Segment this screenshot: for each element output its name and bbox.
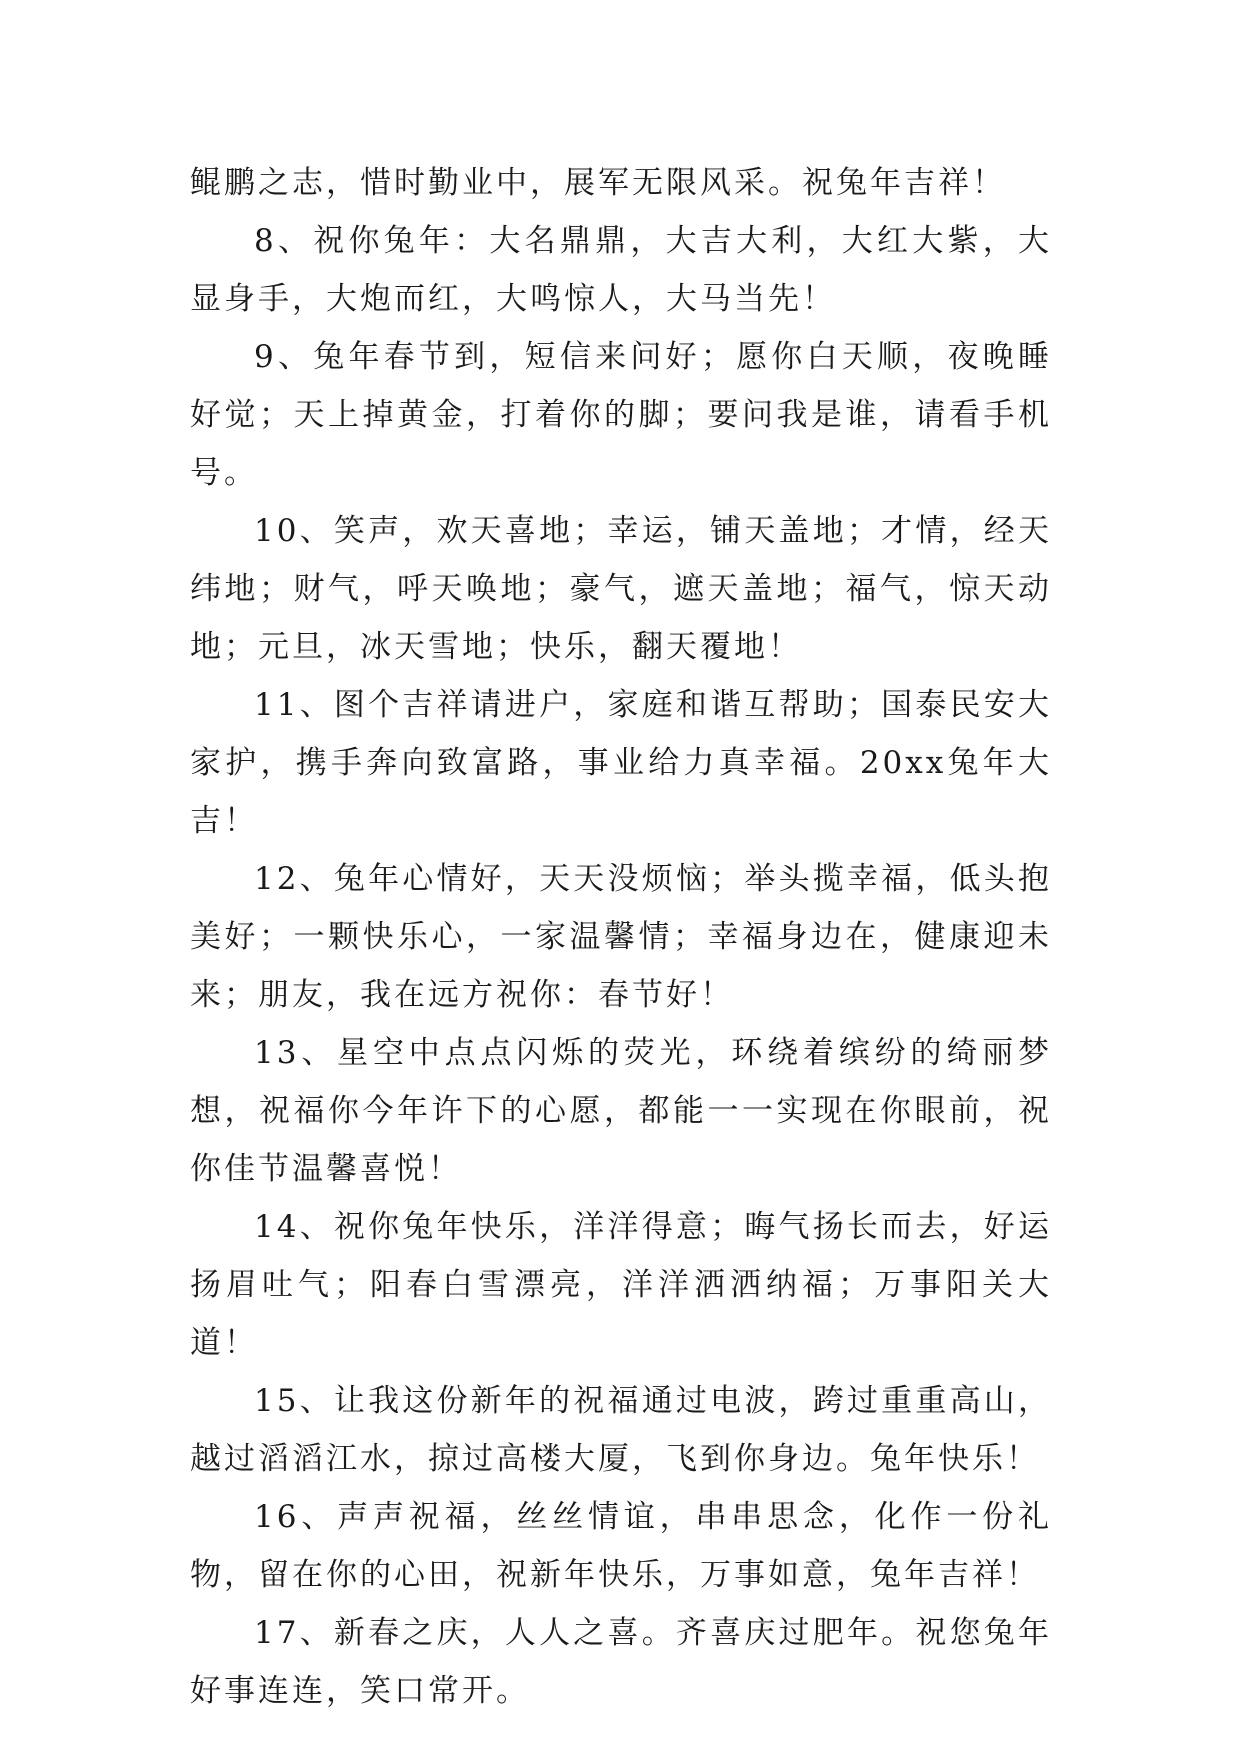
paragraph-greeting-9: 9、兔年春节到，短信来问好；愿你白天顺，夜晚睡好觉；天上掉黄金，打着你的脚；要问我是谁，请看手机号。	[190, 339, 1052, 491]
paragraph-greeting-8: 8、祝你兔年：大名鼎鼎，大吉大利，大红大紫，大显身手，大炮而红，大鸣惊人，大马当先！	[190, 223, 1052, 317]
paragraph-greeting-12: 12、兔年心情好，天天没烦恼；举头揽幸福，低头抱美好；一颗快乐心，一家温馨情；幸福身边在，健康迎未来；朋友，我在远方祝你：春节好！	[190, 861, 1052, 1013]
paragraph-greeting-14: 14、祝你兔年快乐，洋洋得意；晦气扬长而去，好运扬眉吐气；阳春白雪漂亮，洋洋洒洒纳福；万事阳关大道！	[190, 1209, 1052, 1361]
paragraph-greeting-11: 11、图个吉祥请进户，家庭和谐互帮助；国泰民安大家护，携手奔向致富路，事业给力真幸福。20xx兔年大吉！	[190, 687, 1052, 839]
paragraph-greeting-17: 17、新春之庆，人人之喜。齐喜庆过肥年。祝您兔年好事连连，笑口常开。	[190, 1615, 1052, 1709]
paragraph-greeting-10: 10、笑声，欢天喜地；幸运，铺天盖地；才情，经天纬地；财气，呼天唤地；豪气，遮天盖地；福气，惊天动地；元旦，冰天雪地；快乐，翻天覆地！	[190, 513, 1052, 665]
document-body	[190, 154, 1052, 1720]
paragraph-greeting-15: 15、让我这份新年的祝福通过电波，跨过重重高山，越过滔滔江水，掠过高楼大厦，飞到你身边。兔年快乐！	[190, 1383, 1052, 1477]
paragraph-greeting-16: 16、声声祝福，丝丝情谊，串串思念，化作一份礼物，留在你的心田，祝新年快乐，万事如意，兔年吉祥！	[190, 1499, 1052, 1593]
paragraph-greeting-13: 13、星空中点点闪烁的荧光，环绕着缤纷的绮丽梦想，祝福你今年许下的心愿，都能一一实现在你眼前，祝你佳节温馨喜悦！	[190, 1035, 1052, 1187]
paragraph-continuation: 鲲鹏之志，惜时勤业中，展军无限风采。祝兔年吉祥！	[190, 165, 1006, 201]
